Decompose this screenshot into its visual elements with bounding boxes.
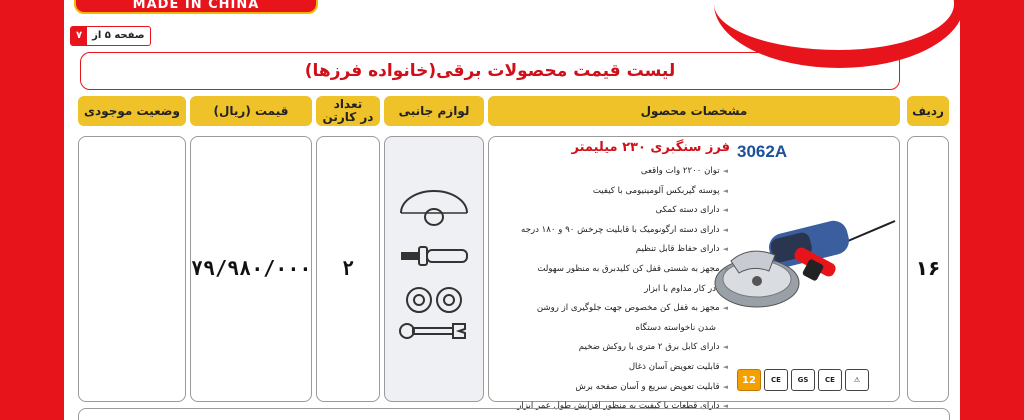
col-header-accessories: لوازم جانبی	[384, 96, 484, 126]
feature-item: ◄پوسته گیربکس آلومینیومی با کیفیت	[592, 185, 728, 196]
feature-item-continued: شدن ناخواسته دستگاه	[635, 322, 716, 333]
cert-logo-gs: GS	[791, 369, 815, 391]
stock-status	[78, 136, 186, 402]
page-title: لیست قیمت محصولات برقی(خانواده فرزها)	[80, 52, 900, 90]
per-carton-qty: ۲	[316, 136, 380, 402]
spanner-wrench-icon	[397, 319, 471, 343]
side-handle-icon	[397, 241, 471, 271]
feature-item: ◄دارای دسته کمکی	[655, 205, 728, 216]
feature-item: ◄مجهز به قفل کن مخصوص جهت جلوگیری از روشن	[536, 303, 728, 314]
feature-item: ◄قابلیت تعویض سریع و آسان صفحه برش	[575, 381, 728, 392]
feature-item: ◄توان ۲۲۰۰ وات واقعی	[640, 166, 728, 176]
feature-item-continued: در کار مداوم با ابزار	[644, 283, 716, 294]
warranty-badge: 12	[737, 369, 761, 391]
col-header-price: قیمت (ریال)	[190, 96, 312, 126]
page-indicator-label: صفحه ۵ از	[92, 30, 145, 41]
page-indicator	[70, 26, 151, 46]
flange-nuts-icon	[397, 285, 471, 315]
certification-logos	[737, 369, 869, 391]
made-in-banner: MADE IN CHINA	[74, 0, 318, 14]
feature-list	[492, 162, 728, 417]
col-header-row: ردیف	[907, 96, 949, 126]
col-header-status: وضعیت موجودی	[78, 96, 186, 126]
feature-item: ◄قابلیت تعویض آسان ذغال	[628, 361, 728, 372]
feature-item: ◄مجهز به شستی قفل کن کلیدبرق به منظور سهولت	[537, 263, 728, 274]
price-list-sheet	[64, 0, 960, 420]
wheel-guard-icon	[397, 183, 471, 227]
product-price: ۷۹/۹۸۰/۰۰۰	[190, 136, 312, 402]
page-total: ۷	[71, 27, 87, 45]
row-number: ۱۶	[907, 136, 949, 402]
col-header-specs: مشخصات محصول	[488, 96, 900, 126]
cert-logo-1: CE	[764, 369, 788, 391]
feature-item: ◄دارای کابل برق ۲ متری با روکش ضخیم	[578, 342, 728, 353]
cert-logo-warning: ⚠	[845, 369, 869, 391]
accessories-cell	[384, 136, 484, 402]
col-header-per-carton	[316, 96, 380, 126]
angle-grinder-image	[709, 201, 899, 351]
feature-item: ◄دارای دسته ارگونومیک با قابلیت چرخش ۹۰ و ۱۸۰ درجه	[521, 224, 728, 235]
product-model: 3062A	[737, 142, 788, 161]
next-row-edge	[78, 408, 950, 420]
cert-logo-ce: CE	[818, 369, 842, 391]
col-header-per-carton-line1: تعداد	[333, 97, 363, 111]
feature-item: ◄دارای حفاظ قابل تنظیم	[635, 244, 728, 255]
col-header-per-carton-line2: در کارتن	[322, 110, 374, 124]
product-title: فرز سنگبری ۲۳۰ میلیمتر	[571, 140, 730, 155]
feature-item: ◄دارای قطعات با کیفیت به منظور افزایش طول عمر ابزار	[517, 401, 728, 412]
